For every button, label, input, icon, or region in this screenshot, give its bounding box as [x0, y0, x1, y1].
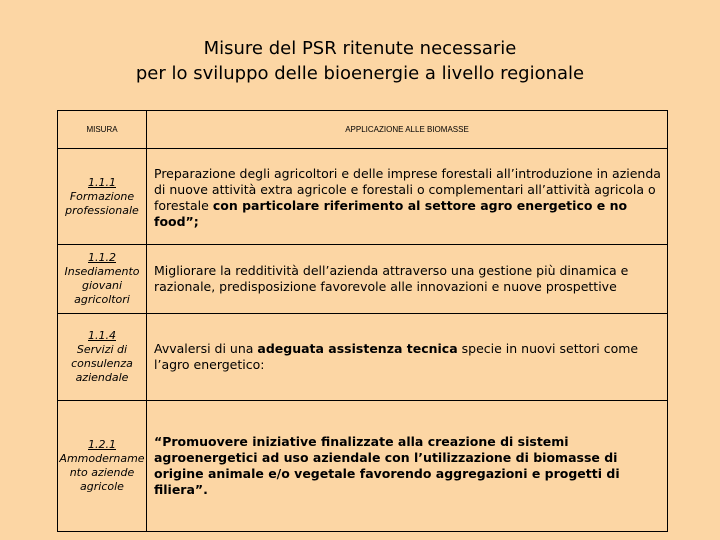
- table-header-row: [58, 111, 668, 149]
- description-bold-text: adeguata assistenza tecnica: [257, 341, 458, 356]
- title-line-1: Misure del PSR ritenute necessarie: [203, 38, 517, 59]
- measure-code: 1.2.1: [88, 438, 116, 451]
- measure-cell: [58, 245, 147, 314]
- measure-name: Insediamento giovani agricoltori: [64, 265, 140, 306]
- description-text: Avvalersi di una: [154, 341, 258, 356]
- measure-cell: [58, 314, 147, 401]
- title-line-2: per lo sviluppo delle bioenergie a livello regionale: [135, 63, 585, 84]
- table-row: [58, 401, 668, 532]
- measures-table: [57, 110, 668, 532]
- description-bold-text: “Promuovere iniziative finalizzate alla creazione di sistemi agroenergetici ad uso aziendale con l’utilizzazione di biomasse di origine animale e/o vegetale favorendo aggregazioni e progetti di filiera”.: [154, 434, 620, 497]
- application-cell: [147, 245, 668, 314]
- header-measure: MISURA: [58, 111, 147, 149]
- measure-cell: [58, 401, 147, 532]
- header-application: APPLICAZIONE ALLE BIOMASSE: [147, 111, 668, 149]
- measure-cell: [58, 149, 147, 245]
- application-cell: [147, 149, 668, 245]
- description-text-end: specie in nuovi settori come l’agro energetico:: [154, 341, 639, 372]
- measure-code: 1.1.4: [88, 329, 116, 342]
- description-text: Preparazione degli agricoltori e delle imprese forestali all’introduzione in azienda di nuove attività extra agricole e forestali o complementari all’attività agricola o forestale: [154, 165, 661, 213]
- application-cell: [147, 314, 668, 401]
- measure-code: 1.1.1: [88, 175, 116, 189]
- page-title: [0, 36, 720, 86]
- measure-name: Servizi di consulenza aziendale: [71, 343, 133, 384]
- table-row: [58, 245, 668, 314]
- description-text: Migliorare la redditività dell’azienda attraverso una gestione più dinamica e razionale, predisposizione favorevole alle innovazioni e nuove prospettive: [154, 263, 629, 294]
- measure-code: 1.1.2: [88, 251, 116, 264]
- measure-name: Ammodername nto aziende agricole: [59, 452, 145, 493]
- description-bold-text: con particolare riferimento al settore agro energetico e no food”;: [154, 197, 628, 229]
- measure-name: Formazione professionale: [65, 189, 139, 217]
- table-row: [58, 149, 668, 245]
- table-row: [58, 314, 668, 401]
- application-cell: [147, 401, 668, 532]
